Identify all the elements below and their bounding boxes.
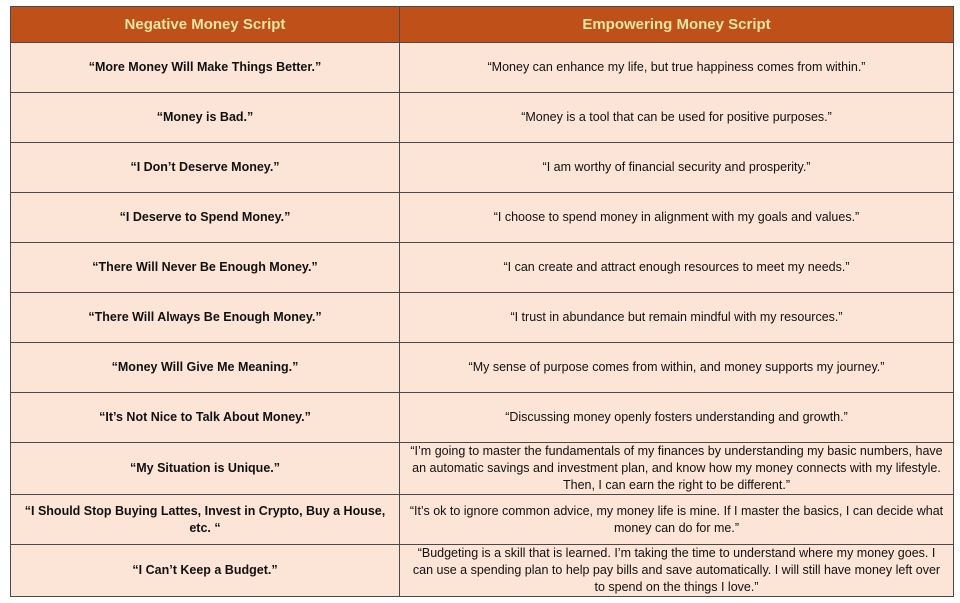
negative-script-cell: “My Situation is Unique.”: [11, 443, 400, 495]
negative-script-cell: “Money Will Give Me Meaning.”: [11, 343, 400, 393]
negative-script-cell: “I Don’t Deserve Money.”: [11, 143, 400, 193]
money-script-table-container: [10, 6, 953, 597]
money-script-table: [10, 6, 954, 597]
negative-script-cell: “I Should Stop Buying Lattes, Invest in Crypto, Buy a House, etc. “: [11, 495, 400, 545]
table-row: [11, 293, 954, 343]
table-header-row: [11, 7, 954, 43]
negative-script-cell: “More Money Will Make Things Better.”: [11, 43, 400, 93]
negative-script-cell: “There Will Always Be Enough Money.”: [11, 293, 400, 343]
negative-script-cell: “I Can’t Keep a Budget.”: [11, 545, 400, 597]
empowering-script-cell: “I choose to spend money in alignment with my goals and values.”: [400, 193, 954, 243]
table-row: [11, 243, 954, 293]
table-row: [11, 443, 954, 495]
table-row: [11, 143, 954, 193]
empowering-script-cell: “My sense of purpose comes from within, and money supports my journey.”: [400, 343, 954, 393]
empowering-script-cell: “I’m going to master the fundamentals of my finances by understanding my basic numbers, have an automatic savings and investment plan, and know how my money connects with my lifestyle. Then, I can earn the right to be different.”: [400, 443, 954, 495]
table-row: [11, 393, 954, 443]
header-empowering-money-script: Empowering Money Script: [400, 7, 954, 43]
table-row: [11, 43, 954, 93]
table-row: [11, 93, 954, 143]
table-row: [11, 343, 954, 393]
empowering-script-cell: “Money can enhance my life, but true happiness comes from within.”: [400, 43, 954, 93]
empowering-script-cell: “Budgeting is a skill that is learned. I’m taking the time to understand where my money goes. I can use a spending plan to help pay bills and save automatically. I will still have money left over to spend on the things I love.”: [400, 545, 954, 597]
empowering-script-cell: “Discussing money openly fosters understanding and growth.”: [400, 393, 954, 443]
negative-script-cell: “I Deserve to Spend Money.”: [11, 193, 400, 243]
empowering-script-cell: “Money is a tool that can be used for positive purposes.”: [400, 93, 954, 143]
empowering-script-cell: “I trust in abundance but remain mindful with my resources.”: [400, 293, 954, 343]
empowering-script-cell: “It’s ok to ignore common advice, my money life is mine. If I master the basics, I can decide what money can do for me.”: [400, 495, 954, 545]
table-row: [11, 495, 954, 545]
empowering-script-cell: “I can create and attract enough resources to meet my needs.”: [400, 243, 954, 293]
table-row: [11, 545, 954, 597]
negative-script-cell: “It’s Not Nice to Talk About Money.”: [11, 393, 400, 443]
negative-script-cell: “Money is Bad.”: [11, 93, 400, 143]
header-negative-money-script: Negative Money Script: [11, 7, 400, 43]
table-row: [11, 193, 954, 243]
negative-script-cell: “There Will Never Be Enough Money.”: [11, 243, 400, 293]
empowering-script-cell: “I am worthy of financial security and prosperity.”: [400, 143, 954, 193]
